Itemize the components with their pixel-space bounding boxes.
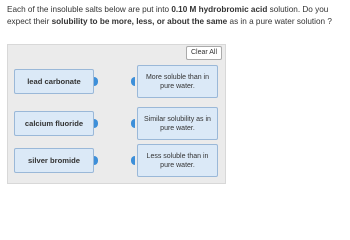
salt-item-lead-carbonate[interactable]: lead carbonate xyxy=(14,69,94,94)
drop-target-less-soluble[interactable] xyxy=(137,144,218,177)
salt-item-silver-bromide[interactable]: silver bromide xyxy=(14,148,94,173)
acid-concentration: 0.10 M hydrobromic acid xyxy=(171,5,268,14)
question-prompt xyxy=(7,4,345,28)
drop-target-label: Less soluble than in pure water. xyxy=(146,152,209,169)
question-text-1: Each of the insoluble salts below are put into xyxy=(7,5,172,14)
salt-item-calcium-fluoride[interactable]: calcium fluoride xyxy=(14,111,94,136)
question-text-3: as in a pure water solution ? xyxy=(227,17,332,26)
drop-target-more-soluble[interactable] xyxy=(137,65,218,98)
drop-connector-icon xyxy=(131,156,135,165)
drop-target-label: More soluble than in pure water. xyxy=(145,73,210,90)
drop-connector-icon xyxy=(131,119,135,128)
drop-target-label: Similar solubility as in pure water. xyxy=(144,115,211,132)
question-emphasis: solubility to be more, less, or about the same xyxy=(51,17,228,26)
question-text-2: solution. Do you expect their xyxy=(7,5,329,26)
clear-all-button[interactable]: Clear All xyxy=(186,46,222,60)
drop-connector-icon xyxy=(131,77,135,86)
drop-target-similar-solubility[interactable] xyxy=(137,107,218,140)
